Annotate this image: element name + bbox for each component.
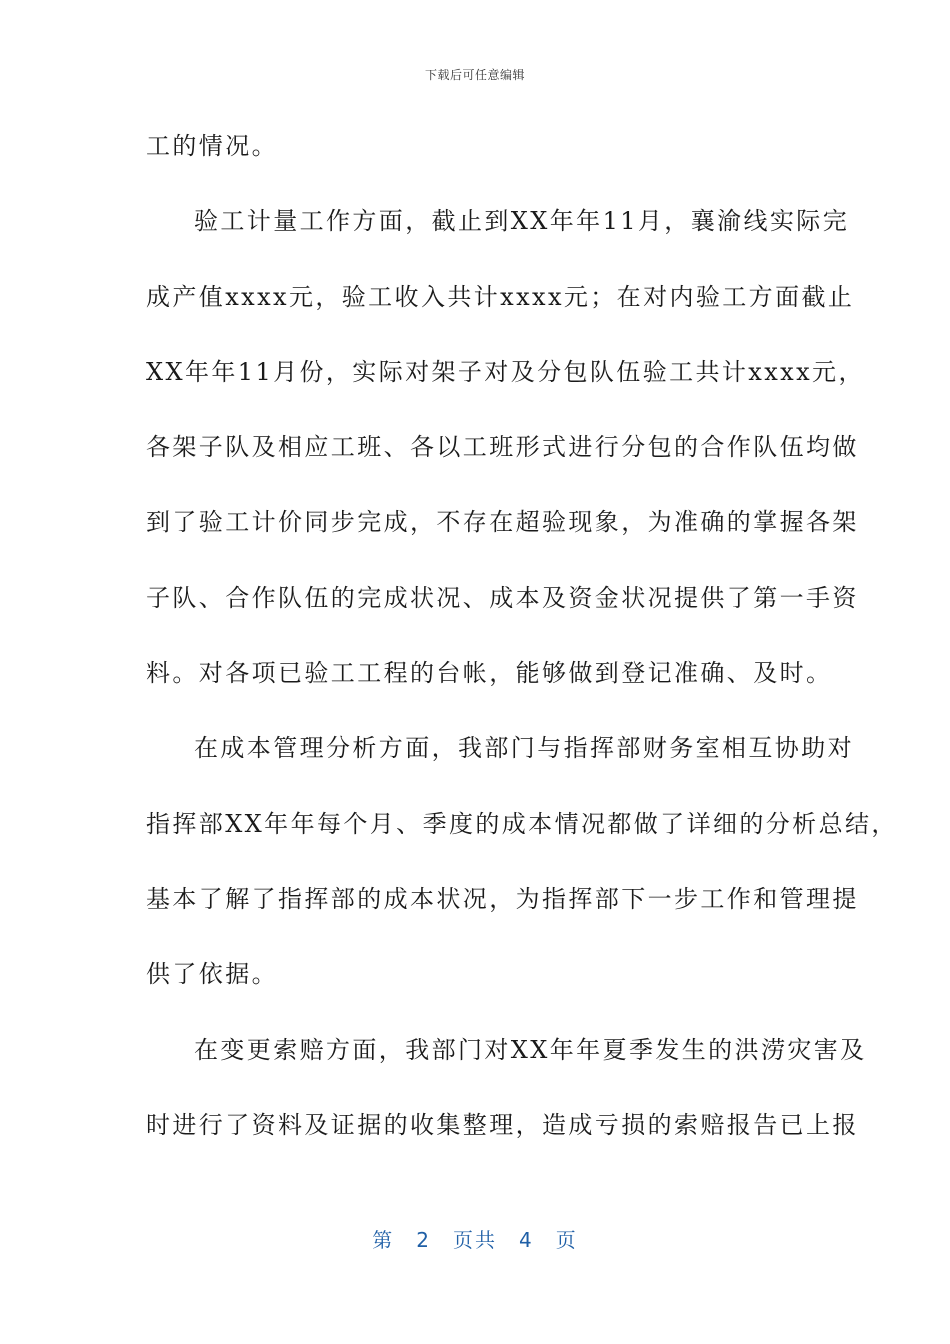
text-line-4: XX年年11月份，实际对架子对及分包队伍验工共计xxxx元， [146,357,865,386]
text-line-1: 工的情况。 [146,132,278,160]
text-line-7: 子队、合作队伍的完成状况、成本及资金状况提供了第一手资 [146,583,859,612]
page-footer [0,1224,950,1253]
text-line-11: 基本了解了指挥部的成本状况，为指挥部下一步工作和管理提 [146,884,859,913]
page-prefix: 第 [372,1228,395,1252]
header-note: 下载后可任意编辑 [424,68,525,82]
page-number: 2 [416,1228,431,1252]
text-line-10: 指挥部XX年年每个月、季度的成本情况都做了详细的分析总结， [146,809,898,838]
page-middle: 页共 [453,1228,497,1252]
text-line-6: 到了验工计价同步完成，不存在超验现象，为准确的掌握各架 [146,508,859,537]
text-line-8: 料。对各项已验工工程的台帐，能够做到登记准确、及时。 [146,659,833,688]
text-line-9: 在成本管理分析方面，我部门与指挥部财务室相互协助对 [194,734,854,763]
text-line-12: 供了依据。 [146,960,278,989]
page-suffix: 页 [555,1228,578,1252]
document-body [146,126,898,1180]
text-line-14: 时进行了资料及证据的收集整理，造成亏损的索赔报告已上报 [146,1110,859,1139]
text-line-3: 成产值xxxx元，验工收入共计xxxx元；在对内验工方面截止 [146,282,855,311]
text-line-2: 验工计量工作方面，截止到XX年年11月，襄渝线实际完 [194,207,850,236]
text-line-13: 在变更索赔方面，我部门对XX年年夏季发生的洪涝灾害及 [194,1035,867,1064]
text-line-5: 各架子队及相应工班、各以工班形式进行分包的合作队伍均做 [146,433,859,462]
total-pages: 4 [519,1228,534,1252]
